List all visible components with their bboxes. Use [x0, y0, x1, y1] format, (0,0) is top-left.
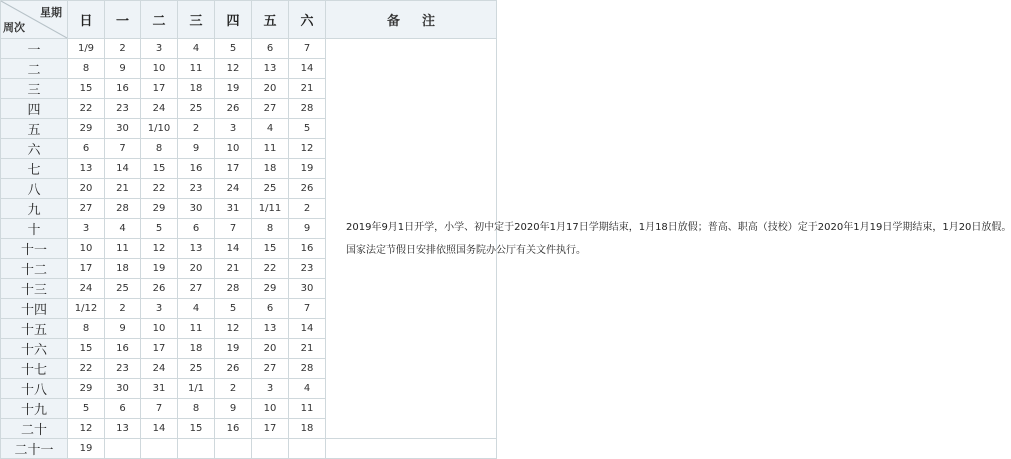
day-cell: 13 — [252, 59, 289, 79]
day-cell: 1/9 — [68, 39, 105, 59]
day-cell: 31 — [141, 379, 178, 399]
day-cell: 12 — [141, 239, 178, 259]
weekday-header: 二 — [141, 1, 178, 39]
day-cell: 7 — [105, 139, 141, 159]
day-cell: 17 — [252, 419, 289, 439]
day-cell: 3 — [141, 299, 178, 319]
day-cell: 7 — [289, 39, 326, 59]
day-cell: 10 — [252, 399, 289, 419]
day-cell: 25 — [252, 179, 289, 199]
day-cell: 21 — [289, 339, 326, 359]
day-cell: 11 — [105, 239, 141, 259]
day-cell: 9 — [289, 219, 326, 239]
day-cell: 13 — [178, 239, 215, 259]
day-cell: 8 — [141, 139, 178, 159]
week-number: 十三 — [1, 279, 68, 299]
day-cell: 14 — [215, 239, 252, 259]
day-cell: 12 — [215, 319, 252, 339]
day-cell: 11 — [178, 319, 215, 339]
day-cell: 13 — [252, 319, 289, 339]
day-cell: 18 — [289, 419, 326, 439]
week-number: 四 — [1, 99, 68, 119]
day-cell: 3 — [252, 379, 289, 399]
day-cell: 15 — [68, 79, 105, 99]
day-cell: 11 — [252, 139, 289, 159]
week-number: 七 — [1, 159, 68, 179]
day-cell: 14 — [289, 59, 326, 79]
day-cell: 17 — [141, 79, 178, 99]
day-cell: 4 — [289, 379, 326, 399]
day-cell: 30 — [105, 379, 141, 399]
week-number: 三 — [1, 79, 68, 99]
day-cell: 12 — [68, 419, 105, 439]
day-cell: 4 — [105, 219, 141, 239]
day-cell: 2 — [215, 379, 252, 399]
weekday-header: 四 — [215, 1, 252, 39]
weekday-header: 日 — [68, 1, 105, 39]
day-cell: 25 — [178, 359, 215, 379]
day-cell: 27 — [252, 359, 289, 379]
day-cell: 6 — [105, 399, 141, 419]
day-cell: 8 — [178, 399, 215, 419]
weekday-axis-label: 星期 — [40, 6, 62, 19]
weekday-header: 五 — [252, 1, 289, 39]
week-number: 十九 — [1, 399, 68, 419]
day-cell: 8 — [68, 319, 105, 339]
day-cell: 22 — [68, 99, 105, 119]
day-cell: 28 — [215, 279, 252, 299]
day-cell: 5 — [141, 219, 178, 239]
day-cell: 17 — [68, 259, 105, 279]
day-cell: 25 — [105, 279, 141, 299]
day-cell: 1/11 — [252, 199, 289, 219]
day-cell: 4 — [178, 299, 215, 319]
day-cell: 13 — [105, 419, 141, 439]
day-cell: 20 — [68, 179, 105, 199]
day-cell: 19 — [289, 159, 326, 179]
day-cell: 8 — [68, 59, 105, 79]
day-cell: 7 — [215, 219, 252, 239]
day-cell: 14 — [289, 319, 326, 339]
day-cell: 19 — [141, 259, 178, 279]
week-number: 九 — [1, 199, 68, 219]
header-row — [1, 1, 497, 39]
day-cell: 13 — [68, 159, 105, 179]
notes-blank-cell — [326, 439, 497, 459]
week-number: 十五 — [1, 319, 68, 339]
day-cell: 2 — [105, 299, 141, 319]
day-cell: 1/12 — [68, 299, 105, 319]
day-cell: 5 — [215, 299, 252, 319]
day-cell: 15 — [178, 419, 215, 439]
day-cell: 9 — [105, 319, 141, 339]
day-cell: 30 — [178, 199, 215, 219]
week-number: 二十一 — [1, 439, 68, 459]
day-cell: 23 — [289, 259, 326, 279]
day-cell: 16 — [105, 79, 141, 99]
day-cell: 26 — [215, 99, 252, 119]
day-cell: 3 — [215, 119, 252, 139]
day-cell: 11 — [178, 59, 215, 79]
day-cell: 29 — [68, 379, 105, 399]
day-cell: 12 — [215, 59, 252, 79]
day-cell: 17 — [215, 159, 252, 179]
day-cell: 29 — [252, 279, 289, 299]
week-number: 十七 — [1, 359, 68, 379]
day-cell: 9 — [215, 399, 252, 419]
day-cell: 14 — [105, 159, 141, 179]
day-cell: 28 — [289, 99, 326, 119]
day-cell — [178, 439, 215, 459]
day-cell: 15 — [68, 339, 105, 359]
day-cell: 5 — [68, 399, 105, 419]
notes-paragraph-holidays: 国家法定节假日安排依照国务院办公厅有关文件执行。 — [346, 244, 586, 256]
day-cell: 3 — [68, 219, 105, 239]
week-row — [1, 439, 497, 459]
day-cell: 26 — [289, 179, 326, 199]
day-cell: 21 — [105, 179, 141, 199]
day-cell: 31 — [215, 199, 252, 219]
day-cell: 27 — [68, 199, 105, 219]
day-cell: 5 — [215, 39, 252, 59]
day-cell: 8 — [252, 219, 289, 239]
day-cell: 21 — [215, 259, 252, 279]
week-number: 六 — [1, 139, 68, 159]
day-cell: 16 — [105, 339, 141, 359]
day-cell: 15 — [252, 239, 289, 259]
week-number: 二十 — [1, 419, 68, 439]
day-cell: 9 — [105, 59, 141, 79]
day-cell: 6 — [178, 219, 215, 239]
day-cell: 18 — [252, 159, 289, 179]
corner-header — [1, 1, 68, 39]
day-cell: 10 — [68, 239, 105, 259]
day-cell: 22 — [252, 259, 289, 279]
day-cell: 30 — [105, 119, 141, 139]
day-cell: 2 — [105, 39, 141, 59]
week-row — [1, 39, 497, 59]
week-axis-label: 周次 — [3, 21, 25, 34]
notes-cell — [326, 39, 1011, 439]
day-cell — [105, 439, 141, 459]
week-number: 二 — [1, 59, 68, 79]
day-cell: 6 — [252, 39, 289, 59]
day-cell: 21 — [289, 79, 326, 99]
day-cell: 23 — [105, 359, 141, 379]
day-cell: 15 — [141, 159, 178, 179]
day-cell: 12 — [289, 139, 326, 159]
day-cell: 18 — [105, 259, 141, 279]
day-cell: 28 — [289, 359, 326, 379]
day-cell: 16 — [215, 419, 252, 439]
day-cell: 25 — [178, 99, 215, 119]
weekday-header: 三 — [178, 1, 215, 39]
day-cell: 16 — [289, 239, 326, 259]
day-cell: 9 — [178, 139, 215, 159]
day-cell: 26 — [141, 279, 178, 299]
day-cell: 4 — [252, 119, 289, 139]
day-cell: 20 — [252, 79, 289, 99]
week-number: 一 — [1, 39, 68, 59]
day-cell: 11 — [289, 399, 326, 419]
notes-header: 备注 — [326, 1, 497, 39]
day-cell: 19 — [215, 339, 252, 359]
day-cell: 18 — [178, 79, 215, 99]
day-cell: 29 — [68, 119, 105, 139]
weekday-header: 六 — [289, 1, 326, 39]
week-number: 五 — [1, 119, 68, 139]
day-cell: 3 — [141, 39, 178, 59]
day-cell: 24 — [141, 99, 178, 119]
week-number: 八 — [1, 179, 68, 199]
day-cell: 4 — [178, 39, 215, 59]
day-cell: 19 — [215, 79, 252, 99]
day-cell — [141, 439, 178, 459]
week-number: 十二 — [1, 259, 68, 279]
day-cell: 20 — [178, 259, 215, 279]
day-cell — [252, 439, 289, 459]
day-cell: 27 — [252, 99, 289, 119]
week-number: 十一 — [1, 239, 68, 259]
week-number: 十 — [1, 219, 68, 239]
day-cell: 22 — [141, 179, 178, 199]
day-cell: 24 — [215, 179, 252, 199]
notes-paragraph-term: 2019年9月1日开学，小学、初中定于2020年1月17日学期结束，1月18日放假；普高、职高（技校）定于2020年1月19日学期结束，1月20日放假。 — [346, 221, 1011, 233]
day-cell: 2 — [289, 199, 326, 219]
weekday-header: 一 — [105, 1, 141, 39]
day-cell: 24 — [68, 279, 105, 299]
day-cell: 10 — [141, 319, 178, 339]
day-cell: 10 — [215, 139, 252, 159]
day-cell: 7 — [141, 399, 178, 419]
day-cell: 22 — [68, 359, 105, 379]
calendar-body — [1, 39, 1011, 459]
day-cell — [215, 439, 252, 459]
day-cell: 27 — [178, 279, 215, 299]
day-cell: 1/10 — [141, 119, 178, 139]
day-cell: 5 — [289, 119, 326, 139]
day-cell: 14 — [141, 419, 178, 439]
day-cell: 18 — [178, 339, 215, 359]
week-number: 十四 — [1, 299, 68, 319]
day-cell: 24 — [141, 359, 178, 379]
day-cell: 29 — [141, 199, 178, 219]
day-cell: 6 — [68, 139, 105, 159]
day-cell: 7 — [289, 299, 326, 319]
day-cell: 6 — [252, 299, 289, 319]
day-cell: 23 — [105, 99, 141, 119]
day-cell: 16 — [178, 159, 215, 179]
day-cell: 26 — [215, 359, 252, 379]
day-cell: 23 — [178, 179, 215, 199]
day-cell: 28 — [105, 199, 141, 219]
week-number: 十六 — [1, 339, 68, 359]
day-cell: 19 — [68, 439, 105, 459]
day-cell: 20 — [252, 339, 289, 359]
day-cell: 1/1 — [178, 379, 215, 399]
day-cell: 2 — [178, 119, 215, 139]
day-cell: 30 — [289, 279, 326, 299]
day-cell — [289, 439, 326, 459]
day-cell: 17 — [141, 339, 178, 359]
day-cell: 10 — [141, 59, 178, 79]
week-number: 十八 — [1, 379, 68, 399]
